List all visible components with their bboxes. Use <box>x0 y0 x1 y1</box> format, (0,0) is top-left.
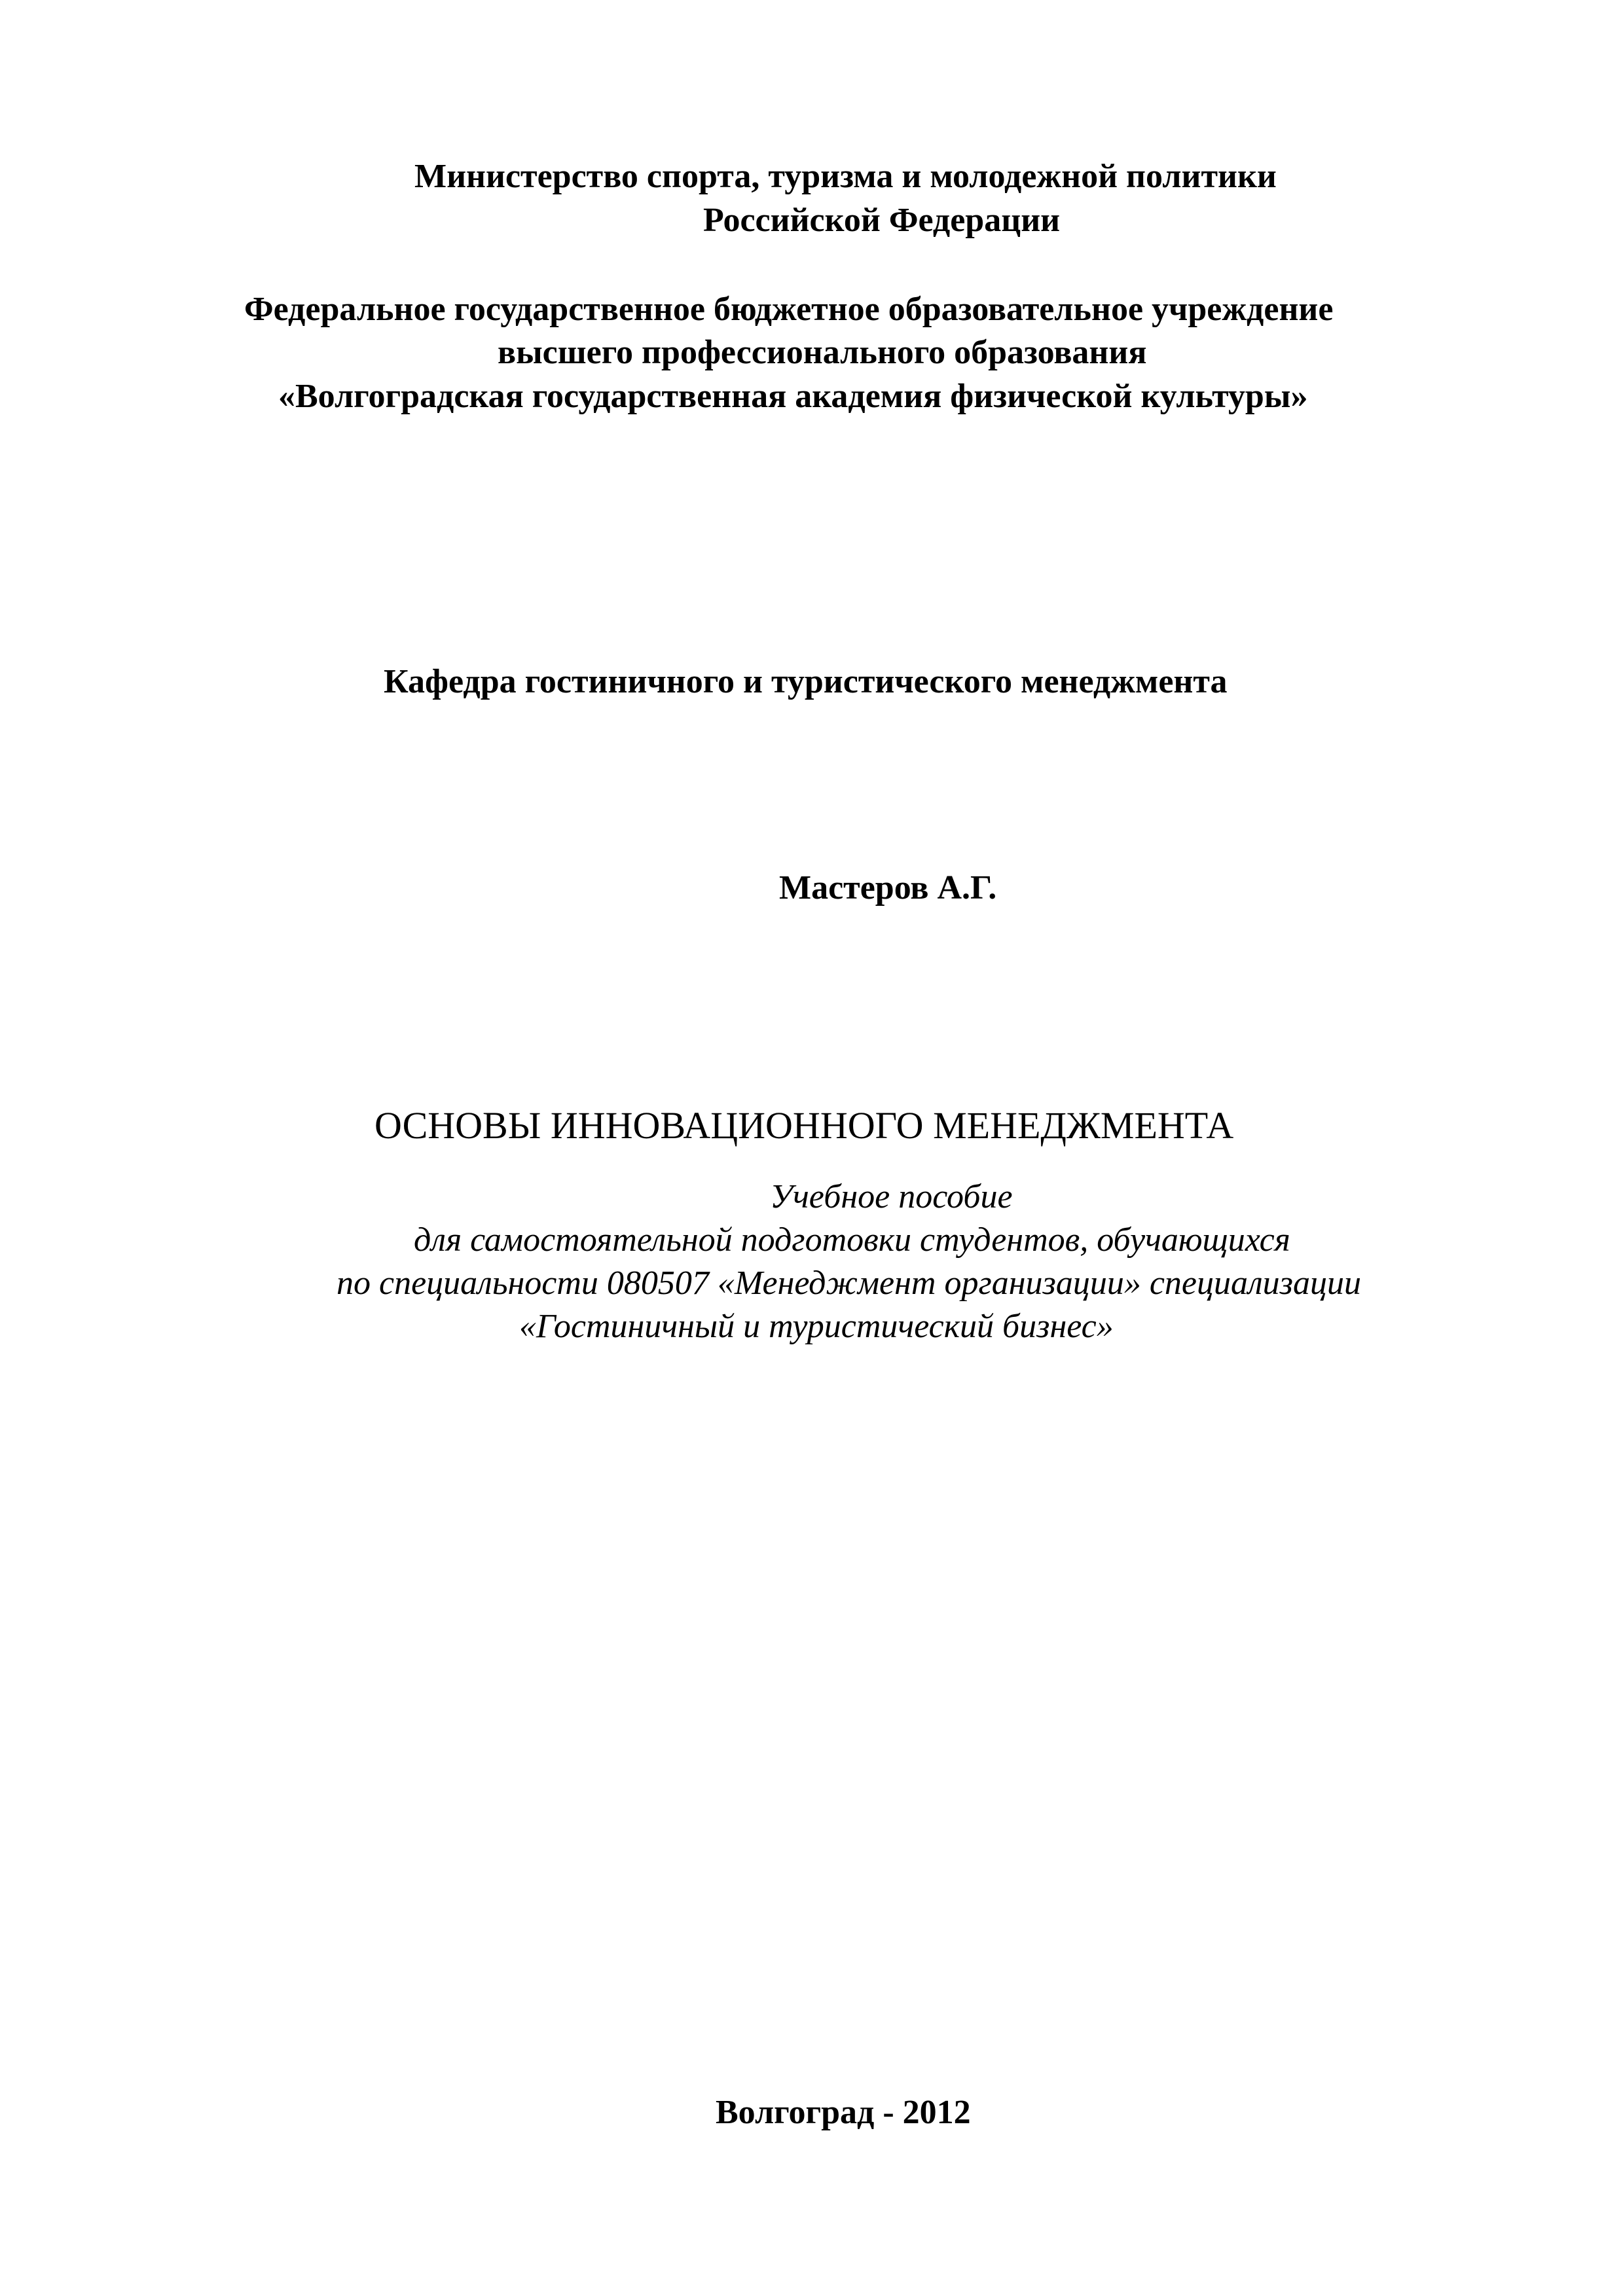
department-name: Кафедра гостиничного и туристического менеджмента <box>384 663 1228 700</box>
institution-line-1: Федеральное государственное бюджетное образовательное учреждение <box>244 291 1334 328</box>
subtitle-line-1: Учебное пособие <box>770 1178 1013 1215</box>
author-name: Мастеров А.Г. <box>779 869 997 906</box>
document-title: ОСНОВЫ ИННОВАЦИОННОГО МЕНЕДЖМЕНТА <box>374 1104 1234 1147</box>
city-year: Волгоград - 2012 <box>716 2094 971 2131</box>
ministry-line-1: Министерство спорта, туризма и молодежной политики <box>414 158 1277 195</box>
subtitle-line-2: для самостоятельной подготовки студентов, обучающихся <box>414 1221 1290 1259</box>
subtitle-line-3: по специальности 080507 «Менеджмент организации» специализации <box>337 1265 1361 1302</box>
institution-line-2: высшего профессионального образования <box>498 334 1147 371</box>
institution-line-3: «Волгоградская государственная академия физической культуры» <box>278 378 1308 415</box>
ministry-line-2: Российской Федерации <box>703 202 1061 239</box>
subtitle-line-4: «Гостиничный и туристический бизнес» <box>519 1308 1114 1345</box>
